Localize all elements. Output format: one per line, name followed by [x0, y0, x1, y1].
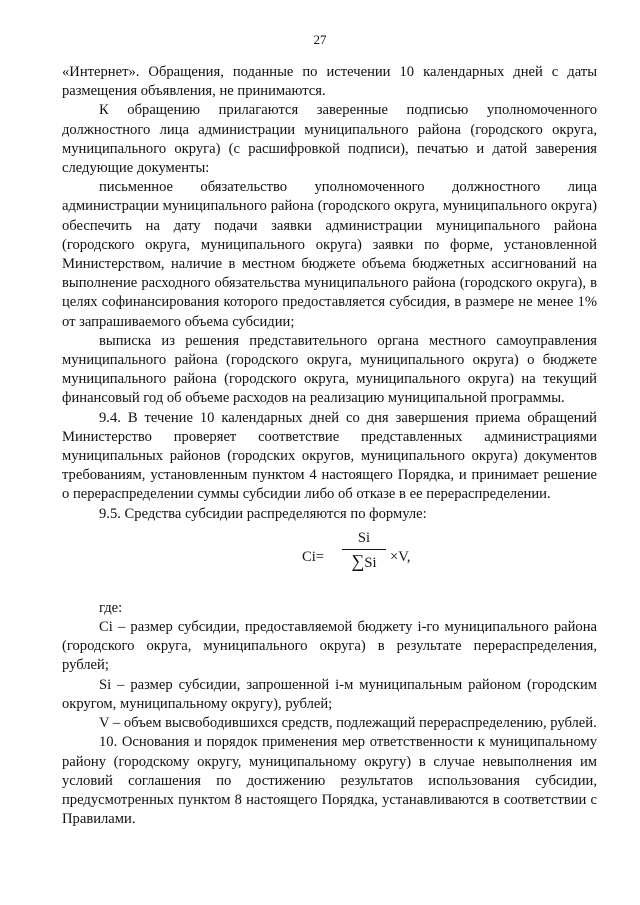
sum-symbol: ∑	[351, 550, 365, 571]
paragraph: Si – размер субсидии, запрошенной i-м муниципальным районом (городским округом, муниципальному округу), рублей;	[62, 676, 597, 712]
formula-rhs: ×V,	[390, 548, 411, 565]
paragraph: 9.4. В течение 10 календарных дней со дня завершения приема обращений Министерство проверяет соответствие представленных администрациями муниципальных районов (городских округов, муниципального округа) документов требованиям, установленным пунктом 4 настоящего Порядка, и принимает решение о перераспределении суммы субсидии либо об отказе в ее перераспределении.	[62, 409, 597, 503]
page-number: 27	[313, 32, 327, 47]
paragraphs-top	[62, 63, 597, 524]
paragraph: «Интернет». Обращения, поданные по истечении 10 календарных дней с даты размещения объявления, не принимаются.	[62, 64, 597, 100]
formula-lhs: Ci=	[302, 548, 325, 565]
paragraph: где:	[99, 599, 123, 616]
formula-denominator: Si	[364, 554, 377, 571]
paragraphs-bottom	[62, 599, 597, 829]
paragraph: V – объем высвободившихся средств, подлежащий перераспределению, рублей.	[99, 715, 597, 732]
formula-numerator: Si	[357, 529, 371, 546]
formula-fraction	[342, 529, 386, 571]
fraction-bar	[342, 549, 386, 550]
paragraph: К обращению прилагаются заверенные подписью уполномоченного должностного лица администрации муниципального района (городского округа, муниципального округа) (с расшифровкой подписи), печатью и датой заверения следующие документы:	[62, 102, 597, 177]
distribution-formula	[62, 524, 597, 599]
paragraph: Ci – размер субсидии, предоставляемой бюджету i-го муниципального района (городского округа, муниципального округа) в результате перераспределения, рублей;	[62, 619, 597, 674]
paragraph: письменное обязательство уполномоченного должностного лица администрации муниципального района (городского округа, муниципального округа) обеспечить на дату подачи заявки администрации муниципального района (городского округа, муниципального округа) заявки по форме, установленной Министерством, наличие в местном бюджете объема бюджетных ассигнований на выполнение расходного обязательства муниципального района (городского округа), в целях софинансирования которого предоставляется субсидия, в размере не менее 1% от запрашиваемого объема субсидии;	[62, 179, 597, 330]
paragraph: выписка из решения представительного органа местного самоуправления муниципального района (городского округа, муниципального округа) о бюджете муниципального района (городского округа, муниципального округа) на текущий финансовый год об объеме расходов на реализацию муниципальной программы.	[62, 332, 597, 407]
paragraph: 9.5. Средства субсидии распределяются по формуле:	[99, 505, 427, 522]
formula-denominator-group	[342, 551, 386, 571]
document-body	[62, 63, 597, 829]
paragraph: 10. Основания и порядок применения мер ответственности к муниципальному району (городскому округу, муниципальному округу) в случае невыполнения им условий соглашения по достижению результатов использования субсидии, предусмотренных пунктом 8 настоящего Порядка, устанавливаются в соответствии с Правилами.	[62, 734, 597, 828]
